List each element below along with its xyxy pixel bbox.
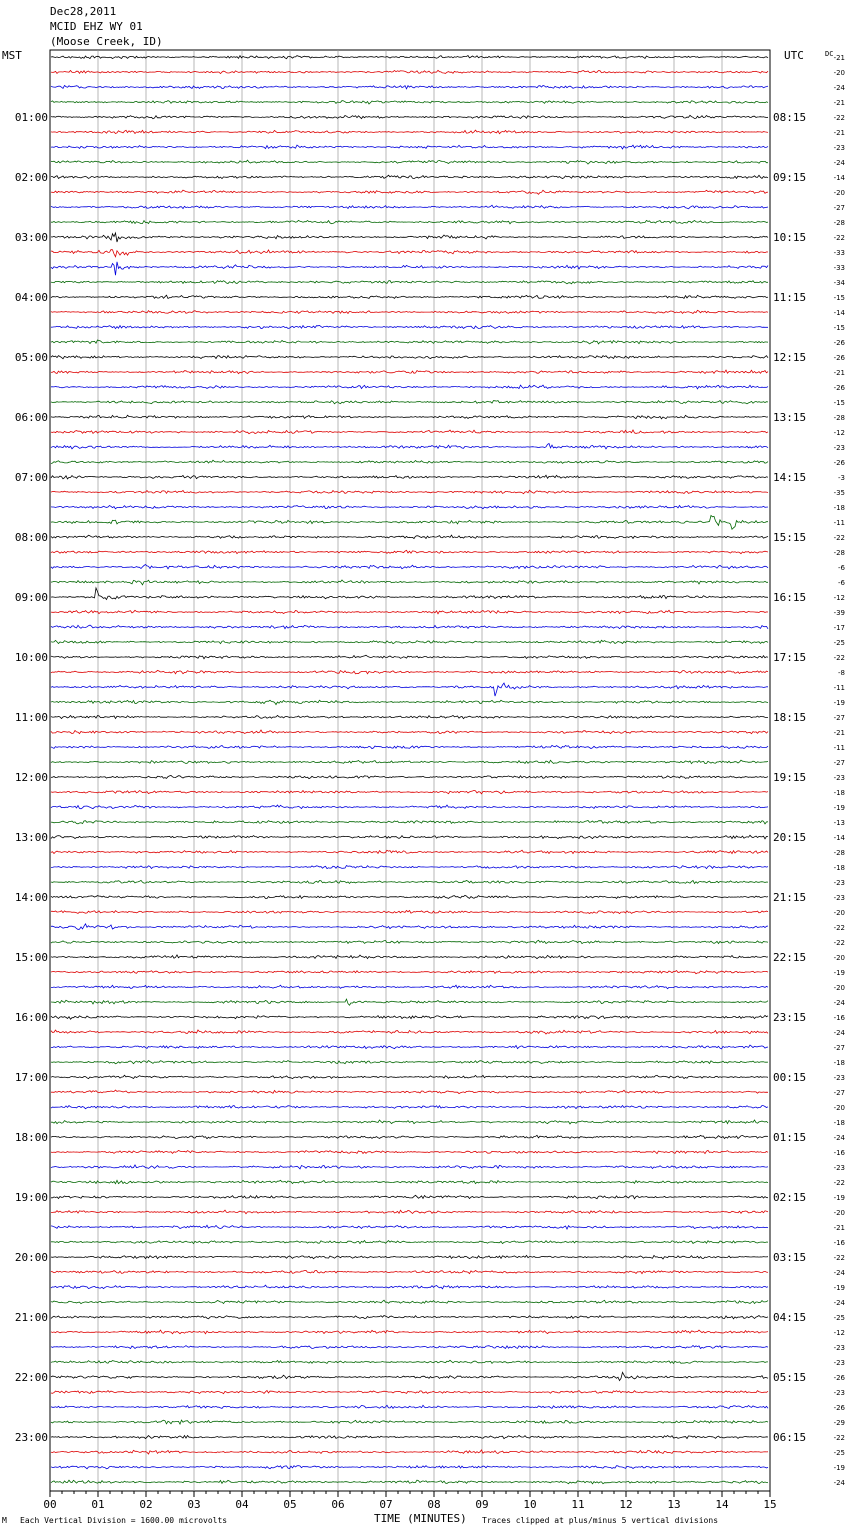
x-tick-label: 07 <box>379 1498 393 1511</box>
dc-offset-label: -24 <box>833 1134 845 1142</box>
trace-row <box>51 1405 768 1408</box>
dc-offset-label: -14 <box>833 309 845 317</box>
dc-offset-label: -18 <box>833 504 845 512</box>
trace-row <box>51 1241 768 1244</box>
x-tick-label: 05 <box>283 1498 297 1511</box>
trace-row <box>51 1466 768 1469</box>
dc-offset-label: -19 <box>833 699 845 707</box>
x-tick-label: 14 <box>715 1498 729 1511</box>
dc-offset-label: -22 <box>833 1434 845 1442</box>
left-hour-label: 21:00 <box>14 1311 48 1324</box>
trace-row <box>51 295 768 298</box>
trace-row <box>51 895 768 898</box>
right-hour-label: 21:15 <box>773 891 807 904</box>
dc-offset-label: -18 <box>833 864 845 872</box>
dc-offset-label: -18 <box>833 1059 845 1067</box>
left-hour-label: 01:00 <box>14 111 48 124</box>
dc-offset-label: -19 <box>833 804 845 812</box>
dc-offset-label: -26 <box>833 339 845 347</box>
dc-offset-label: -22 <box>833 1179 845 1187</box>
dc-offset-label: -11 <box>833 744 845 752</box>
trace-row <box>51 220 768 223</box>
trace-row <box>51 1165 768 1169</box>
trace-row <box>51 130 768 134</box>
right-hour-label: 10:15 <box>773 231 807 244</box>
trace-row <box>51 70 768 73</box>
left-hour-label: 17:00 <box>14 1071 48 1084</box>
left-hour-label: 10:00 <box>14 651 48 664</box>
dc-offset-label: -33 <box>833 249 845 257</box>
dc-offset-label: -16 <box>833 1149 845 1157</box>
dc-offset-label: -28 <box>833 549 845 557</box>
vertical-division-note: Each Vertical Division = 1600.00 microvolts <box>20 1516 228 1525</box>
dc-offset-label: -23 <box>833 879 845 887</box>
left-hour-label: 15:00 <box>14 951 48 964</box>
trace-row <box>51 460 768 464</box>
dc-offset-label: -21 <box>833 729 845 737</box>
trace-row <box>51 700 768 704</box>
trace-row <box>51 1300 768 1303</box>
x-tick-label: 15 <box>763 1498 777 1511</box>
trace-row <box>51 444 768 449</box>
dc-offset-label: -28 <box>833 414 845 422</box>
x-tick-label: 09 <box>475 1498 489 1511</box>
x-tick-label: 12 <box>619 1498 633 1511</box>
dc-offset-label: -23 <box>833 774 845 782</box>
left-hour-label: 23:00 <box>14 1431 48 1444</box>
x-tick-label: 11 <box>571 1498 585 1511</box>
dc-offset-label: -15 <box>833 294 845 302</box>
dc-offset-label: -22 <box>833 1254 845 1262</box>
dc-offset-label: -27 <box>833 1089 845 1097</box>
dc-offset-label: -11 <box>833 519 845 527</box>
trace-row <box>51 911 768 914</box>
dc-offset-label: -27 <box>833 714 845 722</box>
trace-row <box>51 1030 768 1034</box>
right-hour-label: 04:15 <box>773 1311 807 1324</box>
left-hour-label: 14:00 <box>14 891 48 904</box>
trace-row <box>51 565 768 569</box>
left-hour-label: 02:00 <box>14 171 48 184</box>
left-timezone-label: MST <box>2 49 22 62</box>
left-hour-label: 22:00 <box>14 1371 48 1384</box>
dc-offset-label: -23 <box>833 444 845 452</box>
x-tick-label: 04 <box>235 1498 249 1511</box>
trace-row <box>51 745 768 748</box>
trace-row <box>51 1480 768 1484</box>
dc-offset-label: -26 <box>833 354 845 362</box>
dc-offset-label: -19 <box>833 1194 845 1202</box>
right-hour-label: 09:15 <box>773 171 807 184</box>
dc-offset-label: -28 <box>833 219 845 227</box>
dc-offset-label: -27 <box>833 759 845 767</box>
trace-row <box>51 516 768 530</box>
dc-offset-label: -18 <box>833 1119 845 1127</box>
dc-offset-label: -15 <box>833 324 845 332</box>
trace-row <box>51 1061 768 1064</box>
trace-row <box>51 175 768 178</box>
dc-offset-label: -24 <box>833 1269 845 1277</box>
left-hour-label: 09:00 <box>14 591 48 604</box>
dc-offset-label: -13 <box>833 819 845 827</box>
right-hour-label: 05:15 <box>773 1371 807 1384</box>
x-tick-label: 08 <box>427 1498 441 1511</box>
dc-offset-label: -20 <box>833 984 845 992</box>
dc-offset-label: -39 <box>833 609 845 617</box>
dc-offset-label: -25 <box>833 1449 845 1457</box>
trace-row <box>51 1180 768 1183</box>
trace-row <box>51 190 768 194</box>
left-hour-label: 13:00 <box>14 831 48 844</box>
x-tick-label: 02 <box>139 1498 153 1511</box>
dc-offset-label: -12 <box>833 594 845 602</box>
dc-offset-label: -22 <box>833 114 845 122</box>
dc-offset-label: -16 <box>833 1239 845 1247</box>
left-hour-label: 07:00 <box>14 471 48 484</box>
x-tick-label: 10 <box>523 1498 537 1511</box>
x-tick-label: 13 <box>667 1498 681 1511</box>
trace-row <box>51 356 768 359</box>
station-code: MCID EHZ WY 01 <box>50 20 143 33</box>
trace-row <box>51 1195 768 1198</box>
trace-row <box>51 325 768 328</box>
dc-offset-label: -21 <box>833 1224 845 1232</box>
trace-row <box>51 670 768 673</box>
trace-row <box>51 56 768 59</box>
dc-offset-label: -22 <box>833 654 845 662</box>
trace-row <box>51 790 768 793</box>
station-location: (Moose Creek, ID) <box>50 35 163 48</box>
x-tick-label: 00 <box>43 1498 57 1511</box>
right-hour-label: 23:15 <box>773 1011 807 1024</box>
dc-offset-label: -24 <box>833 1299 845 1307</box>
dc-offset-label: -23 <box>833 1359 845 1367</box>
dc-offset-label: -24 <box>833 1479 845 1487</box>
trace-row <box>51 385 768 389</box>
right-hour-label: 13:15 <box>773 411 807 424</box>
right-hour-label: 11:15 <box>773 291 807 304</box>
trace-row <box>51 490 768 494</box>
trace-row <box>51 1090 768 1094</box>
dc-offset-label: -19 <box>833 969 845 977</box>
trace-row <box>51 715 768 718</box>
x-axis-title: TIME (MINUTES) <box>374 1512 467 1525</box>
trace-row <box>51 1435 768 1438</box>
dc-offset-label: -26 <box>833 1374 845 1382</box>
dc-offset-label: -23 <box>833 1389 845 1397</box>
right-hour-label: 17:15 <box>773 651 807 664</box>
dc-offset-label: -20 <box>833 1104 845 1112</box>
dc-offset-label: -20 <box>833 1209 845 1217</box>
dc-offset-label: -27 <box>833 1044 845 1052</box>
trace-row <box>51 760 768 763</box>
dc-offset-label: -28 <box>833 849 845 857</box>
dc-offset-label: -22 <box>833 939 845 947</box>
trace-row <box>51 1450 768 1454</box>
trace-row <box>51 955 768 959</box>
dc-offset-label: -23 <box>833 894 845 902</box>
x-tick-label: 01 <box>91 1498 105 1511</box>
dc-offset-label: -24 <box>833 159 845 167</box>
trace-row <box>51 535 768 538</box>
dc-offset-label: -6 <box>838 579 845 587</box>
right-hour-label: 20:15 <box>773 831 807 844</box>
left-hour-label: 12:00 <box>14 771 48 784</box>
trace-row <box>51 1255 768 1259</box>
trace-row <box>51 850 768 853</box>
trace-row <box>51 340 768 344</box>
trace-row <box>51 683 768 696</box>
trace-row <box>51 86 768 89</box>
x-tick-label: 06 <box>331 1498 345 1511</box>
dc-offset-label: -24 <box>833 84 845 92</box>
dc-offset-header: DC <box>825 50 834 58</box>
left-hour-label: 03:00 <box>14 231 48 244</box>
dc-offset-label: -20 <box>833 909 845 917</box>
dc-offset-label: -14 <box>833 834 845 842</box>
dc-offset-label: -20 <box>833 69 845 77</box>
dc-offset-label: -3 <box>838 474 845 482</box>
dc-offset-label: -22 <box>833 924 845 932</box>
trace-row <box>51 370 768 374</box>
trace-row <box>51 821 768 824</box>
trace-row <box>51 1330 768 1334</box>
right-hour-label: 00:15 <box>773 1071 807 1084</box>
record-date: Dec28,2011 <box>50 5 117 18</box>
left-hour-label: 05:00 <box>14 351 48 364</box>
trace-row <box>51 205 768 209</box>
left-hour-label: 19:00 <box>14 1191 48 1204</box>
corner-marker: M <box>2 1516 7 1525</box>
dc-offset-label: -12 <box>833 1329 845 1337</box>
right-hour-label: 14:15 <box>773 471 807 484</box>
left-hour-label: 04:00 <box>14 291 48 304</box>
dc-offset-label: -25 <box>833 1314 845 1322</box>
clip-note: Traces clipped at plus/minus 5 vertical divisions <box>482 1516 719 1525</box>
trace-row <box>51 1372 768 1380</box>
trace-row <box>51 835 768 839</box>
trace-row <box>51 625 768 629</box>
trace-row <box>51 588 768 600</box>
x-tick-label: 03 <box>187 1498 201 1511</box>
trace-row <box>51 475 768 479</box>
trace-row <box>51 1135 768 1138</box>
dc-offset-label: -20 <box>833 189 845 197</box>
right-hour-label: 03:15 <box>773 1251 807 1264</box>
right-timezone-label: UTC <box>784 49 804 62</box>
dc-offset-label: -24 <box>833 1029 845 1037</box>
trace-row <box>51 506 768 509</box>
left-hour-label: 20:00 <box>14 1251 48 1264</box>
dc-offset-label: -29 <box>833 1419 845 1427</box>
trace-row <box>51 1075 768 1079</box>
dc-offset-label: -15 <box>833 399 845 407</box>
trace-row <box>51 262 768 275</box>
trace-row <box>51 985 768 989</box>
dc-offset-label: -35 <box>833 489 845 497</box>
trace-row <box>51 233 768 242</box>
trace-row <box>51 101 768 104</box>
trace-row <box>51 281 768 284</box>
dc-offset-label: -26 <box>833 384 845 392</box>
right-hour-label: 01:15 <box>773 1131 807 1144</box>
dc-offset-label: -26 <box>833 1404 845 1412</box>
trace-row <box>51 145 768 149</box>
right-hour-label: 12:15 <box>773 351 807 364</box>
trace-row <box>51 580 768 585</box>
dc-offset-label: -25 <box>833 639 845 647</box>
left-hour-label: 06:00 <box>14 411 48 424</box>
dc-offset-label: -27 <box>833 204 845 212</box>
right-hour-label: 22:15 <box>773 951 807 964</box>
trace-row <box>51 1391 768 1394</box>
dc-offset-label: -6 <box>838 564 845 572</box>
dc-offset-label: -21 <box>833 129 845 137</box>
dc-offset-label: -23 <box>833 1164 845 1172</box>
trace-row <box>51 250 768 257</box>
trace-row <box>51 160 768 164</box>
trace-row <box>51 430 768 434</box>
dc-offset-label: -21 <box>833 369 845 377</box>
trace-row <box>51 1225 768 1229</box>
trace-row <box>51 401 768 404</box>
dc-offset-label: -20 <box>833 954 845 962</box>
trace-row <box>51 640 768 643</box>
dc-offset-label: -23 <box>833 144 845 152</box>
trace-row <box>51 415 768 419</box>
dc-offset-label: -17 <box>833 624 845 632</box>
trace-row <box>51 1106 768 1109</box>
dc-offset-label: -11 <box>833 684 845 692</box>
trace-row <box>51 880 768 883</box>
trace-row <box>51 971 768 974</box>
trace-row <box>51 115 768 119</box>
trace-row <box>51 1150 768 1153</box>
trace-row <box>51 1316 768 1319</box>
trace-row <box>51 1360 768 1363</box>
trace-row <box>51 1015 768 1019</box>
trace-row <box>51 310 768 313</box>
left-hour-label: 08:00 <box>14 531 48 544</box>
dc-offset-label: -33 <box>833 264 845 272</box>
left-hour-label: 11:00 <box>14 711 48 724</box>
trace-row <box>51 610 768 614</box>
trace-row <box>51 1420 768 1424</box>
dc-offset-label: -16 <box>833 1014 845 1022</box>
dc-offset-label: -21 <box>833 99 845 107</box>
right-hour-label: 06:15 <box>773 1431 807 1444</box>
trace-row <box>51 1285 768 1289</box>
trace-row <box>51 1210 768 1214</box>
dc-offset-label: -26 <box>833 459 845 467</box>
dc-offset-label: -18 <box>833 789 845 797</box>
dc-offset-label: -22 <box>833 534 845 542</box>
left-hour-label: 18:00 <box>14 1131 48 1144</box>
dc-offset-label: -23 <box>833 1344 845 1352</box>
trace-row <box>51 730 768 734</box>
trace-row <box>51 655 768 659</box>
dc-offset-label: -19 <box>833 1464 845 1472</box>
dc-offset-label: -23 <box>833 1074 845 1082</box>
trace-row <box>51 550 768 553</box>
dc-offset-label: -34 <box>833 279 845 287</box>
trace-row <box>51 940 768 943</box>
plot-frame <box>50 50 770 1491</box>
trace-row <box>51 999 768 1005</box>
dc-offset-label: -14 <box>833 174 845 182</box>
dc-offset-label: -8 <box>838 669 845 677</box>
trace-row <box>51 866 768 869</box>
trace-row <box>51 776 768 779</box>
dc-offset-label: -12 <box>833 429 845 437</box>
dc-offset-label: -22 <box>833 234 845 242</box>
dc-offset-label: -19 <box>833 1284 845 1292</box>
trace-row <box>51 805 768 809</box>
right-hour-label: 15:15 <box>773 531 807 544</box>
right-hour-label: 19:15 <box>773 771 807 784</box>
right-hour-label: 16:15 <box>773 591 807 604</box>
trace-row <box>51 1270 768 1273</box>
trace-row <box>51 1345 768 1348</box>
right-hour-label: 08:15 <box>773 111 807 124</box>
dc-offset-label: -21 <box>833 54 845 62</box>
trace-row <box>51 1045 768 1049</box>
right-hour-label: 02:15 <box>773 1191 807 1204</box>
right-hour-label: 18:15 <box>773 711 807 724</box>
left-hour-label: 16:00 <box>14 1011 48 1024</box>
trace-row <box>51 1120 768 1124</box>
dc-offset-label: -24 <box>833 999 845 1007</box>
trace-row <box>51 924 768 930</box>
